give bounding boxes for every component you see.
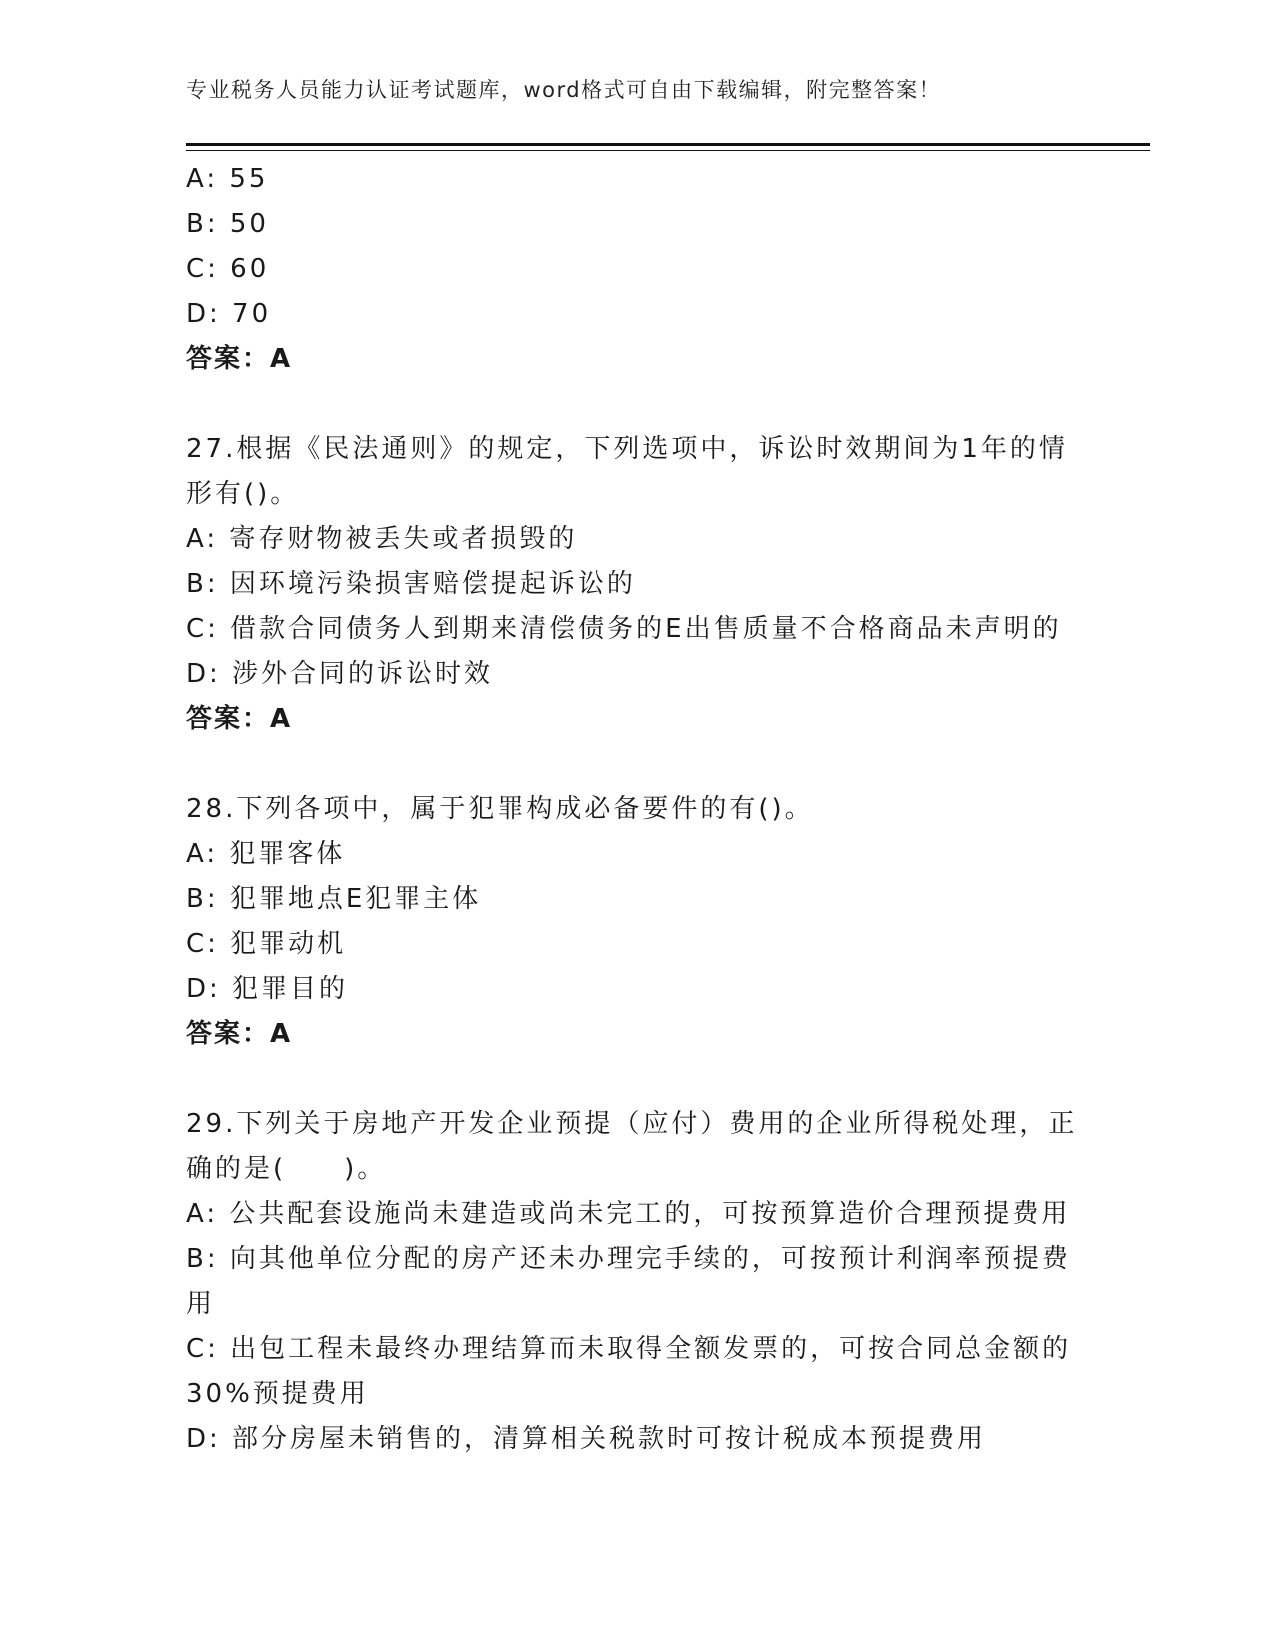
header-divider: [186, 143, 1150, 149]
option-a: A: 公共配套设施尚未建造或尚未完工的，可按预算造价合理预提费用: [186, 1199, 1071, 1229]
question-content: [186, 157, 1086, 1462]
option-b: B: 犯罪地点E犯罪主体: [186, 884, 482, 914]
option-c: C: 出包工程未最终办理结算而未取得全额发票的，可按合同总金额的: [186, 1334, 1072, 1364]
option-c: C: 借款合同债务人到期来清偿债务的E出售质量不合格商品未声明的: [186, 614, 1062, 644]
question-26-block: [186, 157, 1086, 382]
question-stem: 确的是( )。: [186, 1154, 387, 1184]
option-d: D: 部分房屋未销售的，清算相关税款时可按计税成本预提费用: [186, 1424, 987, 1454]
option-b: B: 向其他单位分配的房产还未办理完手续的，可按预计利润率预提费: [186, 1244, 1071, 1274]
option-c: C: 犯罪动机: [186, 929, 347, 959]
option-b: B: 50: [186, 209, 269, 239]
page-header: 专业税务人员能力认证考试题库，word格式可自由下载编辑，附完整答案！: [186, 78, 942, 102]
option-c-continued: 30%预提费用: [186, 1379, 369, 1409]
option-a: A: 寄存财物被丢失或者损毁的: [186, 524, 578, 554]
question-27-block: [186, 427, 1086, 742]
option-d: D: 涉外合同的诉讼时效: [186, 659, 494, 689]
option-a: A: 55: [186, 164, 269, 194]
option-b-continued: 用: [186, 1289, 216, 1319]
question-stem: 27.根据《民法通则》的规定，下列选项中，诉讼时效期间为1年的情: [186, 434, 1068, 464]
spacer: [186, 382, 1086, 427]
answer-label: 答案：A: [186, 344, 293, 374]
answer-label: 答案：A: [186, 704, 293, 734]
question-stem: 形有()。: [186, 479, 300, 509]
spacer: [186, 1057, 1086, 1102]
option-a: A: 犯罪客体: [186, 839, 346, 869]
question-stem: 28.下列各项中，属于犯罪构成必备要件的有()。: [186, 794, 814, 824]
option-c: C: 60: [186, 254, 270, 284]
option-b: B: 因环境污染损害赔偿提起诉讼的: [186, 569, 636, 599]
question-29-block: [186, 1102, 1086, 1462]
option-d: D: 70: [186, 299, 272, 329]
question-stem: 29.下列关于房地产开发企业预提（应付）费用的企业所得税处理，正: [186, 1109, 1078, 1139]
option-d: D: 犯罪目的: [186, 974, 349, 1004]
spacer: [186, 742, 1086, 787]
answer-label: 答案：A: [186, 1019, 293, 1049]
question-28-block: [186, 787, 1086, 1057]
